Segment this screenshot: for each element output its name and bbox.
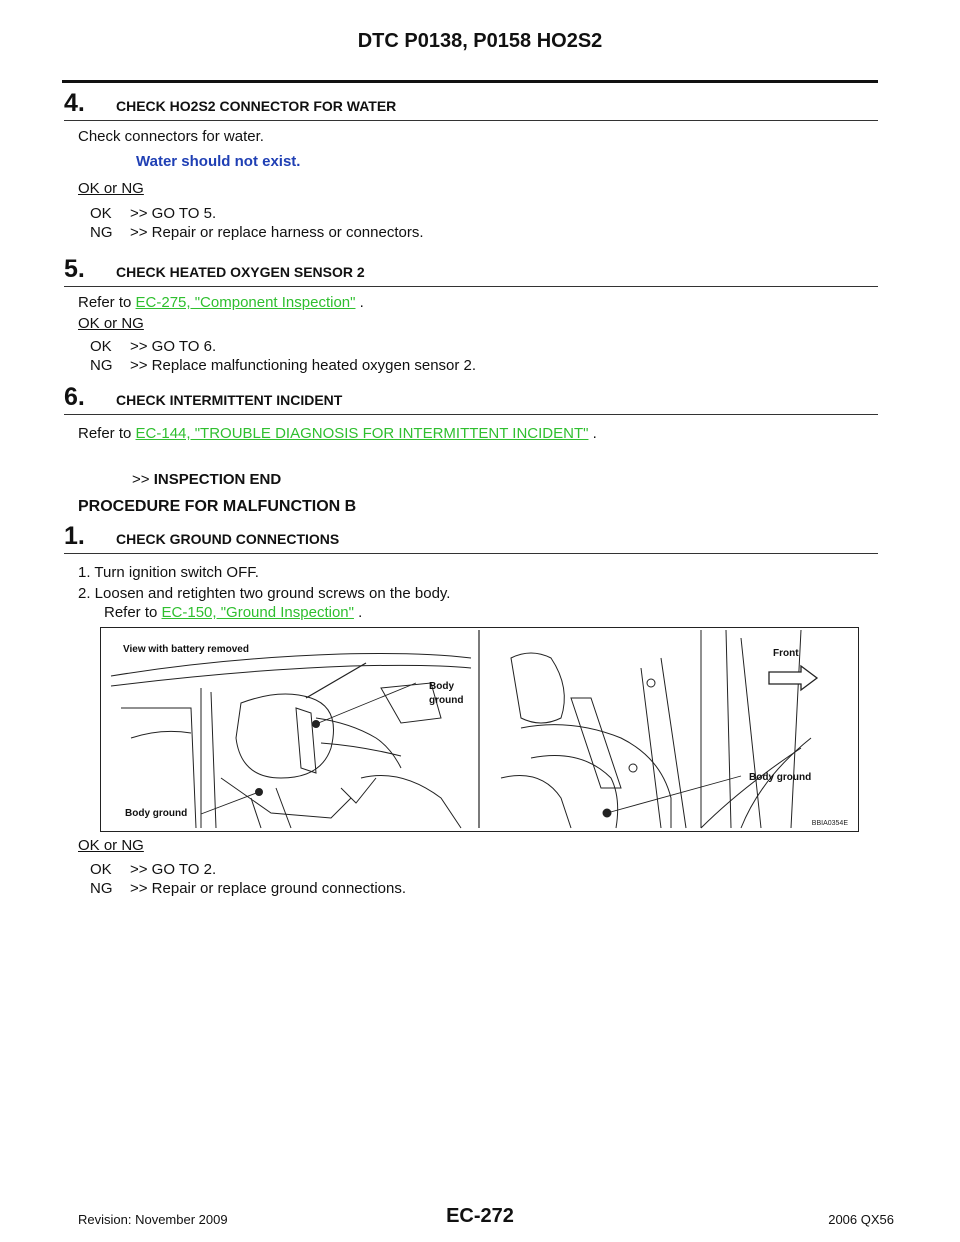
body-ground-label: Body ground bbox=[749, 772, 812, 783]
inspection-end bbox=[132, 471, 281, 488]
step-6-heading bbox=[64, 378, 878, 415]
page-number: EC-272 bbox=[446, 1205, 514, 1227]
end-text: INSPECTION END bbox=[153, 471, 282, 488]
refer-suffix: . bbox=[355, 294, 364, 311]
step-number: 1. bbox=[64, 522, 85, 550]
refer-suffix: . bbox=[588, 425, 597, 442]
result-value: >> GO TO 6. bbox=[130, 338, 217, 355]
step-5-heading bbox=[64, 250, 878, 287]
step-6-refer bbox=[78, 425, 597, 442]
front-label: Front bbox=[773, 648, 799, 659]
ec-150-link[interactable]: EC-150, "Ground Inspection" bbox=[161, 604, 354, 621]
refer-prefix: Refer to bbox=[104, 604, 162, 621]
ok-ng-label: OK or NG bbox=[78, 315, 144, 332]
ng-result bbox=[90, 224, 424, 241]
step-b1-item-2: 2. Loosen and retighten two ground screws on the body. bbox=[78, 585, 451, 602]
result-key: OK bbox=[90, 205, 112, 222]
result-value: >> GO TO 5. bbox=[130, 205, 217, 222]
refer-prefix: Refer to bbox=[78, 425, 136, 442]
engine-bay-illustration bbox=[101, 628, 858, 831]
refer-prefix: Refer to bbox=[78, 294, 136, 311]
step-b1-item-1: 1. Turn ignition switch OFF. bbox=[78, 564, 259, 581]
procedure-b-heading: PROCEDURE FOR MALFUNCTION B bbox=[78, 498, 357, 515]
ground-location-figure bbox=[100, 627, 859, 832]
view-label: View with battery removed bbox=[123, 644, 249, 655]
ok-result bbox=[90, 205, 216, 222]
result-key: OK bbox=[90, 338, 112, 355]
step-b1-heading bbox=[64, 517, 878, 554]
ec-144-link[interactable]: EC-144, "TROUBLE DIAGNOSIS FOR INTERMITTENT INCIDENT" bbox=[135, 425, 589, 442]
ok-ng-label: OK or NG bbox=[78, 180, 144, 197]
body-ground-label: Body ground bbox=[125, 808, 188, 819]
step-number: 4. bbox=[64, 89, 85, 117]
body-ground-label: Body bbox=[429, 681, 454, 692]
step-4-text: Check connectors for water. bbox=[78, 128, 264, 145]
step-4-spec: Water should not exist. bbox=[136, 153, 301, 170]
result-value: >> Replace malfunctioning heated oxygen sensor 2. bbox=[130, 357, 477, 374]
step-4-heading bbox=[64, 84, 878, 121]
body-ground-label: ground bbox=[429, 695, 464, 706]
result-value: >> GO TO 2. bbox=[130, 861, 217, 878]
result-key: NG bbox=[90, 880, 113, 897]
end-prefix: >> bbox=[132, 471, 154, 488]
result-key: OK bbox=[90, 861, 112, 878]
ok-result bbox=[90, 338, 216, 355]
page-title: DTC P0138, P0158 HO2S2 bbox=[357, 30, 603, 52]
step-title: CHECK HO2S2 CONNECTOR FOR WATER bbox=[116, 98, 397, 114]
revision-date: Revision: November 2009 bbox=[78, 1212, 228, 1227]
ng-result bbox=[90, 880, 406, 897]
title-divider bbox=[62, 80, 878, 83]
refer-suffix: . bbox=[353, 604, 363, 621]
ok-result bbox=[90, 861, 216, 878]
ec-275-link[interactable]: EC-275, "Component Inspection" bbox=[135, 294, 356, 311]
result-value: >> Repair or replace harness or connectors. bbox=[130, 224, 424, 241]
step-number: 6. bbox=[64, 383, 85, 411]
step-b1-refer bbox=[104, 604, 362, 621]
ng-result bbox=[90, 357, 476, 374]
step-number: 5. bbox=[64, 255, 85, 283]
figure-code: BBIA0354E bbox=[811, 820, 848, 827]
step-title: CHECK GROUND CONNECTIONS bbox=[116, 531, 340, 547]
result-key: NG bbox=[90, 224, 113, 241]
result-value: >> Repair or replace ground connections. bbox=[130, 880, 407, 897]
result-key: NG bbox=[90, 357, 113, 374]
ok-ng-label: OK or NG bbox=[78, 837, 144, 854]
model-year: 2006 QX56 bbox=[828, 1212, 894, 1227]
step-5-refer bbox=[78, 294, 364, 311]
step-title: CHECK INTERMITTENT INCIDENT bbox=[116, 392, 343, 408]
step-title: CHECK HEATED OXYGEN SENSOR 2 bbox=[116, 264, 365, 280]
